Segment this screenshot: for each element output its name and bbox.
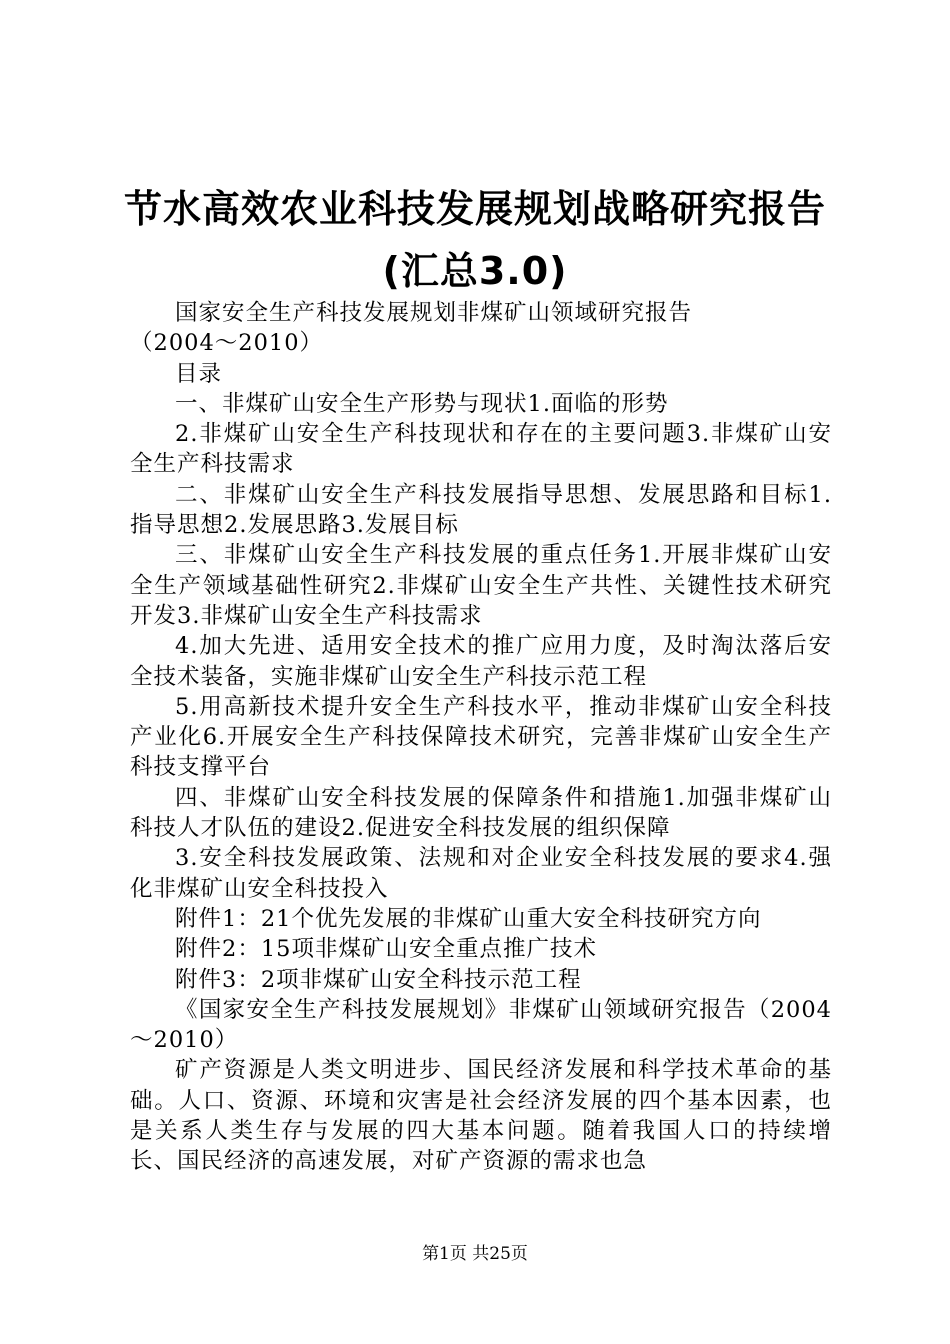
paragraph-report-title: 《国家安全生产科技发展规划》非煤矿山领域研究报告（2004～2010） [130,996,832,1054]
paragraph-toc-section-3-item-5: 5.用高新技术提升安全生产科技水平，推动非煤矿山安全科技产业化6.开展安全生产科技保障技术研究，完善非煤矿山安全生产科技支撑平台 [130,693,832,781]
paragraph-report-heading: 国家安全生产科技发展规划非煤矿山领域研究报告 [175,300,693,326]
document-body [130,298,832,1177]
paragraph-toc-section-3-item-4: 4.加大先进、适用安全技术的推广应用力度，及时淘汰落后安全技术装备，实施非煤矿山安全生产科技示范工程 [130,633,832,690]
paragraph-intro: 矿产资源是人类文明进步、国民经济发展和科学技术革命的基础。人口、资源、环境和灾害是社会经济发展的四个基本因素，也是关系人类生存与发展的四大基本问题。随着我国人口的持续增长、国民经济的高速发展，对矿产资源的需求也急 [130,1057,832,1175]
paragraph-toc-section-4: 四、非煤矿山安全科技发展的保障条件和措施1.加强非煤矿山科技人才队伍的建设2.促进安全科技发展的组织保障 [130,784,832,842]
paragraph-toc-section-4-items: 3.安全科技发展政策、法规和对企业安全科技发展的要求4.强化非煤矿山安全科技投入 [130,845,832,902]
paragraph-toc-section-3: 三、非煤矿山安全生产科技发展的重点任务1.开展非煤矿山安全生产领域基础性研究2.非煤矿山安全生产共性、关键性技术研究开发3.非煤矿山安全生产科技需求 [130,542,832,629]
paragraph-report-years: （2004～2010） [130,330,324,357]
paragraph-appendix-1: 附件1：21个优先发展的非煤矿山重大安全科技研究方向 [175,905,762,932]
paragraph-appendix-3: 附件3：2项非煤矿山安全科技示范工程 [175,966,582,993]
paragraph-appendix-2: 附件2：15项非煤矿山安全重点推广技术 [175,936,597,963]
paragraph-toc-section-1: 一、非煤矿山安全生产形势与现状1.面临的形势 [175,390,669,417]
paragraph-toc-section-2: 二、非煤矿山安全生产科技发展指导思想、发展思路和目标1.指导思想2.发展思路3.发展目标 [130,481,832,539]
paragraph-contents-heading: 目录 [175,360,223,387]
page-number-footer: 第1页 共25页 [422,1244,528,1264]
document-title: 节水高效农业科技发展规划战略研究报告(汇总3.0) [123,187,826,293]
paragraph-toc-section-1-items: 2.非煤矿山安全生产科技现状和存在的主要问题3.非煤矿山安全生产科技需求 [130,421,832,478]
